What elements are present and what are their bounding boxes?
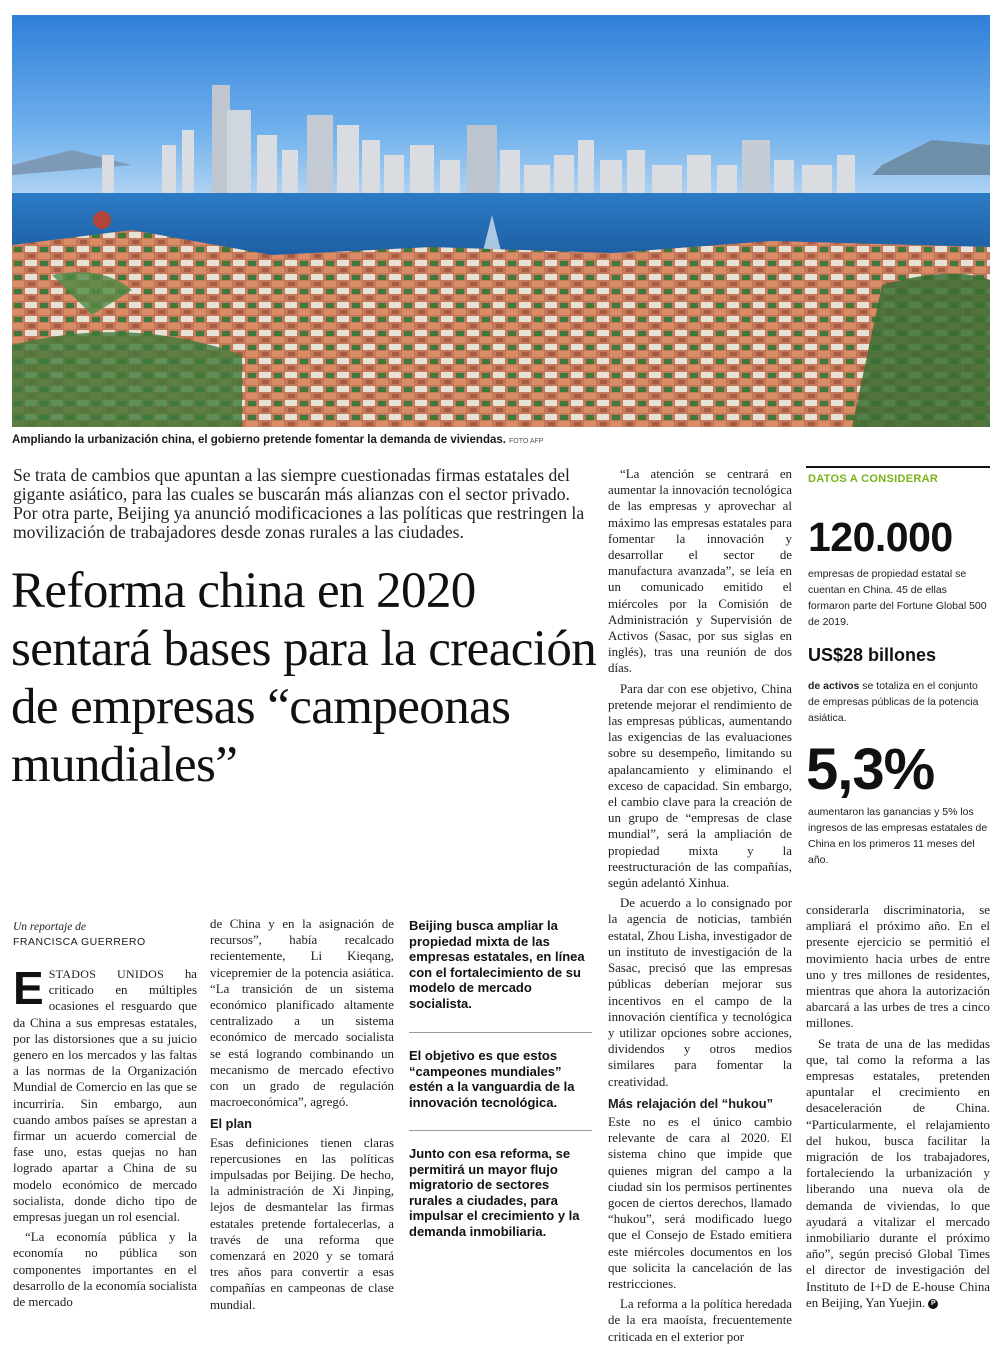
paragraph: Este no es el único cambio relevante de cara al 2020. El sistema chino que impide que quienes migran del campo a la ciudad sin los permisos pertinentes gocen de ciertos derechos, llamado “hukou”, será modificado luego que el Consejo de Estado emitiera este miércoles documentos en los que solicita la cancelación de las restricciones. [608,1114,792,1291]
city-skyline-illustration [12,15,990,427]
paragraph: La reforma a la política heredada de la era maoísta, frecuentemente criticada en el exterior por [608,1297,792,1344]
stat-growth: 5,3% [806,737,935,802]
paragraph: Esas definiciones tienen claras repercusiones en las políticas impulsadas por Beijing. De hecho, la administración de Xi Jinping, lejos de desmantelar las firmas estatales pretende fortalecerlas, a través de una reforma que comenzará en 2020 y se tomará tres años para convertir a esas compañías en campeonas de clase mundial. [210,1135,394,1312]
paragraph: De acuerdo a lo consignado por la agencia de noticias, también estatal, Zhou Lisha, investigador de un instituto de investigación de la Sasac, precisó que las empresas públicas deberían mejorar sus incentivos en el campo de la innovación científica y tecnológica y utilizar opciones sobre acciones, dividendos y otros medios similares para fomentar la creatividad. [608,896,792,1089]
drop-cap: E [13,962,44,1014]
paragraph: “La atención se centrará en aumentar la innovación tecnológica de las empresas y aprovechar al máximo las empresas estatales para fomentar la innovación y desarrollar el sector de manufactura avanzada”, se leía en un comunicado emitido el miércoles por la Comisión de Administración y Supervisión de Activos (Sasac, por sus siglas en inglés), tras una reunión de dos días. [608,467,792,676]
article-column-1 [13,962,197,1314]
paragraph-text: Se trata de una de las medidas que, tal como la reforma a las empresas estatales, pretenden apuntalar el crecimiento en desaceleración de China. “Particularmente, el relajamiento del hukou, busca facilitar la migración de los trabajadores, fortaleciendo la urbanización y liberando una nueva ola de demanda de viviendas, lo que ayudará a vitalizar el mercado inmobiliario durante el próximo año”, según precisó Global Times el director de investigación del Instituto de I+D de E-house China en Beijing, Yan Yuejin. [806,1036,990,1310]
article-column-4 [806,902,990,1315]
article-column-2 [210,916,394,1317]
article-deck: Se trata de cambios que apuntan a las siempre cuestionadas firmas estatales del gigante asiático, para las cuales se buscarán más alianzas con el sector privado. Por otra parte, Beijing ya anunció modificaciones a las políticas que restringen la movilización de trabajadores desde zonas rurales a las ciudades. [13,465,585,542]
stat-assets-bold: de activos [808,680,860,692]
pull-quote-divider [409,1130,592,1131]
end-mark-icon: P [928,1299,938,1309]
lead-text: ha criticado en múltiples ocasiones el resguardo que da China a sus empresas estatales, por las distorsiones que a su juicio genero en los mercados y las faltas a las normas de la Organización Mundial de Comercio en las que se incurriría. Sin embargo, aun cuando ambos países se aprestan a firmar un acuerdo comercial de fase uno, estas quejas no han logrado apartar a China de su modelo económico de mercado socialista, donde dicho tipo de empresas juegan un rol esencial. [13,967,197,1225]
article-headline: Reforma china en 2020 sentará bases para la creación de empresas “campeonas mundiales” [11,563,597,793]
stat-growth-text: aumentaron las ganancias y 5% los ingresos de las empresas estatales de China en los primeros 11 meses del año. [808,806,988,866]
sidebar-label: DATOS A CONSIDERAR [808,473,939,485]
paragraph: de China y en la asignación de recursos”, había recalcado recientemente, Li Kieqang, vicepremier de la potencia asiática. “La transición de un sistema económico planificado altamente centralizado a un sistema económico de mercado socialista se está logrando combinando un mecanismo de mercado efectivo con un grado de regulación macroeconómica”, agregó. [210,917,394,1110]
byline [13,920,197,950]
lead-caps: STADOS UNIDOS [48,967,165,981]
pull-quote-2: El objetivo es que estos “campeones mundiales” estén a la vanguardia de la innovación tecnológica. [409,1048,575,1110]
paragraph [806,1036,990,1311]
article-photo [12,15,990,427]
byline-intro: Un reportaje de [13,921,87,933]
lead-paragraph [13,962,197,1225]
photo-caption [12,434,990,446]
sidebar-rule [806,466,990,468]
stat-companies-text: empresas de propiedad estatal se cuentan en China. 45 de ellas formaron parte del Fortune Global 500 de 2019. [808,568,987,628]
stat-companies: 120.000 [808,514,953,560]
paragraph: considerarla discriminatoria, se ampliará el próximo año. En el presente ejercicio se permitió el movimiento hacia urbes de entre uno y tres millones de residentes, mientras que ahora la autorización abarcará a las urbes de tres a cinco millones. [806,903,990,1031]
article-column-3 [608,466,792,1349]
pull-quote-divider [409,1032,592,1033]
caption-text: Ampliando la urbanización china, el gobierno pretende fomentar la demanda de viviendas. [12,434,506,446]
photo-credit: FOTO AFP [508,438,544,445]
byline-author: FRANCISCA GUERRERO [13,936,146,948]
stat-assets-text [808,678,988,726]
stat-assets-rest: se totaliza en el conjunto de empresas públicas de la potencia asiática. [808,680,979,724]
pull-quote-3: Junto con esa reforma, se permitirá un mayor flujo migratorio de sectores rurales a ciudades, para impulsar el crecimiento y la demanda inmobiliaria. [409,1146,580,1239]
paragraph: Para dar con ese objetivo, China pretende mejorar el rendimiento de las empresas públicas, aumentando las exigencias de las evaluaciones sobre su desempeño, limitando su apalancamiento y eliminando el exceso de capacidad. Sin embargo, el cambio clave para la creación de un grupo de “empresas de clase mundial”, será la ampliación de propiedad mixta y la reestructuración de las compañías, según adelantó Xinhua. [608,681,792,891]
pull-quote-1: Beijing busca ampliar la propiedad mixta de las empresas estatales, en línea con el fortalecimiento de su modelo de mercado socialista. [409,918,585,1011]
subheading-plan: El plan [210,1116,252,1132]
paragraph: “La economía pública y la economía no pública son componentes importantes en el desarrollo de la economía socialista de mercado [13,1230,197,1310]
stat-assets: US$28 billones [808,645,937,665]
subheading-hukou: Más relajación del “hukou” [608,1095,773,1111]
